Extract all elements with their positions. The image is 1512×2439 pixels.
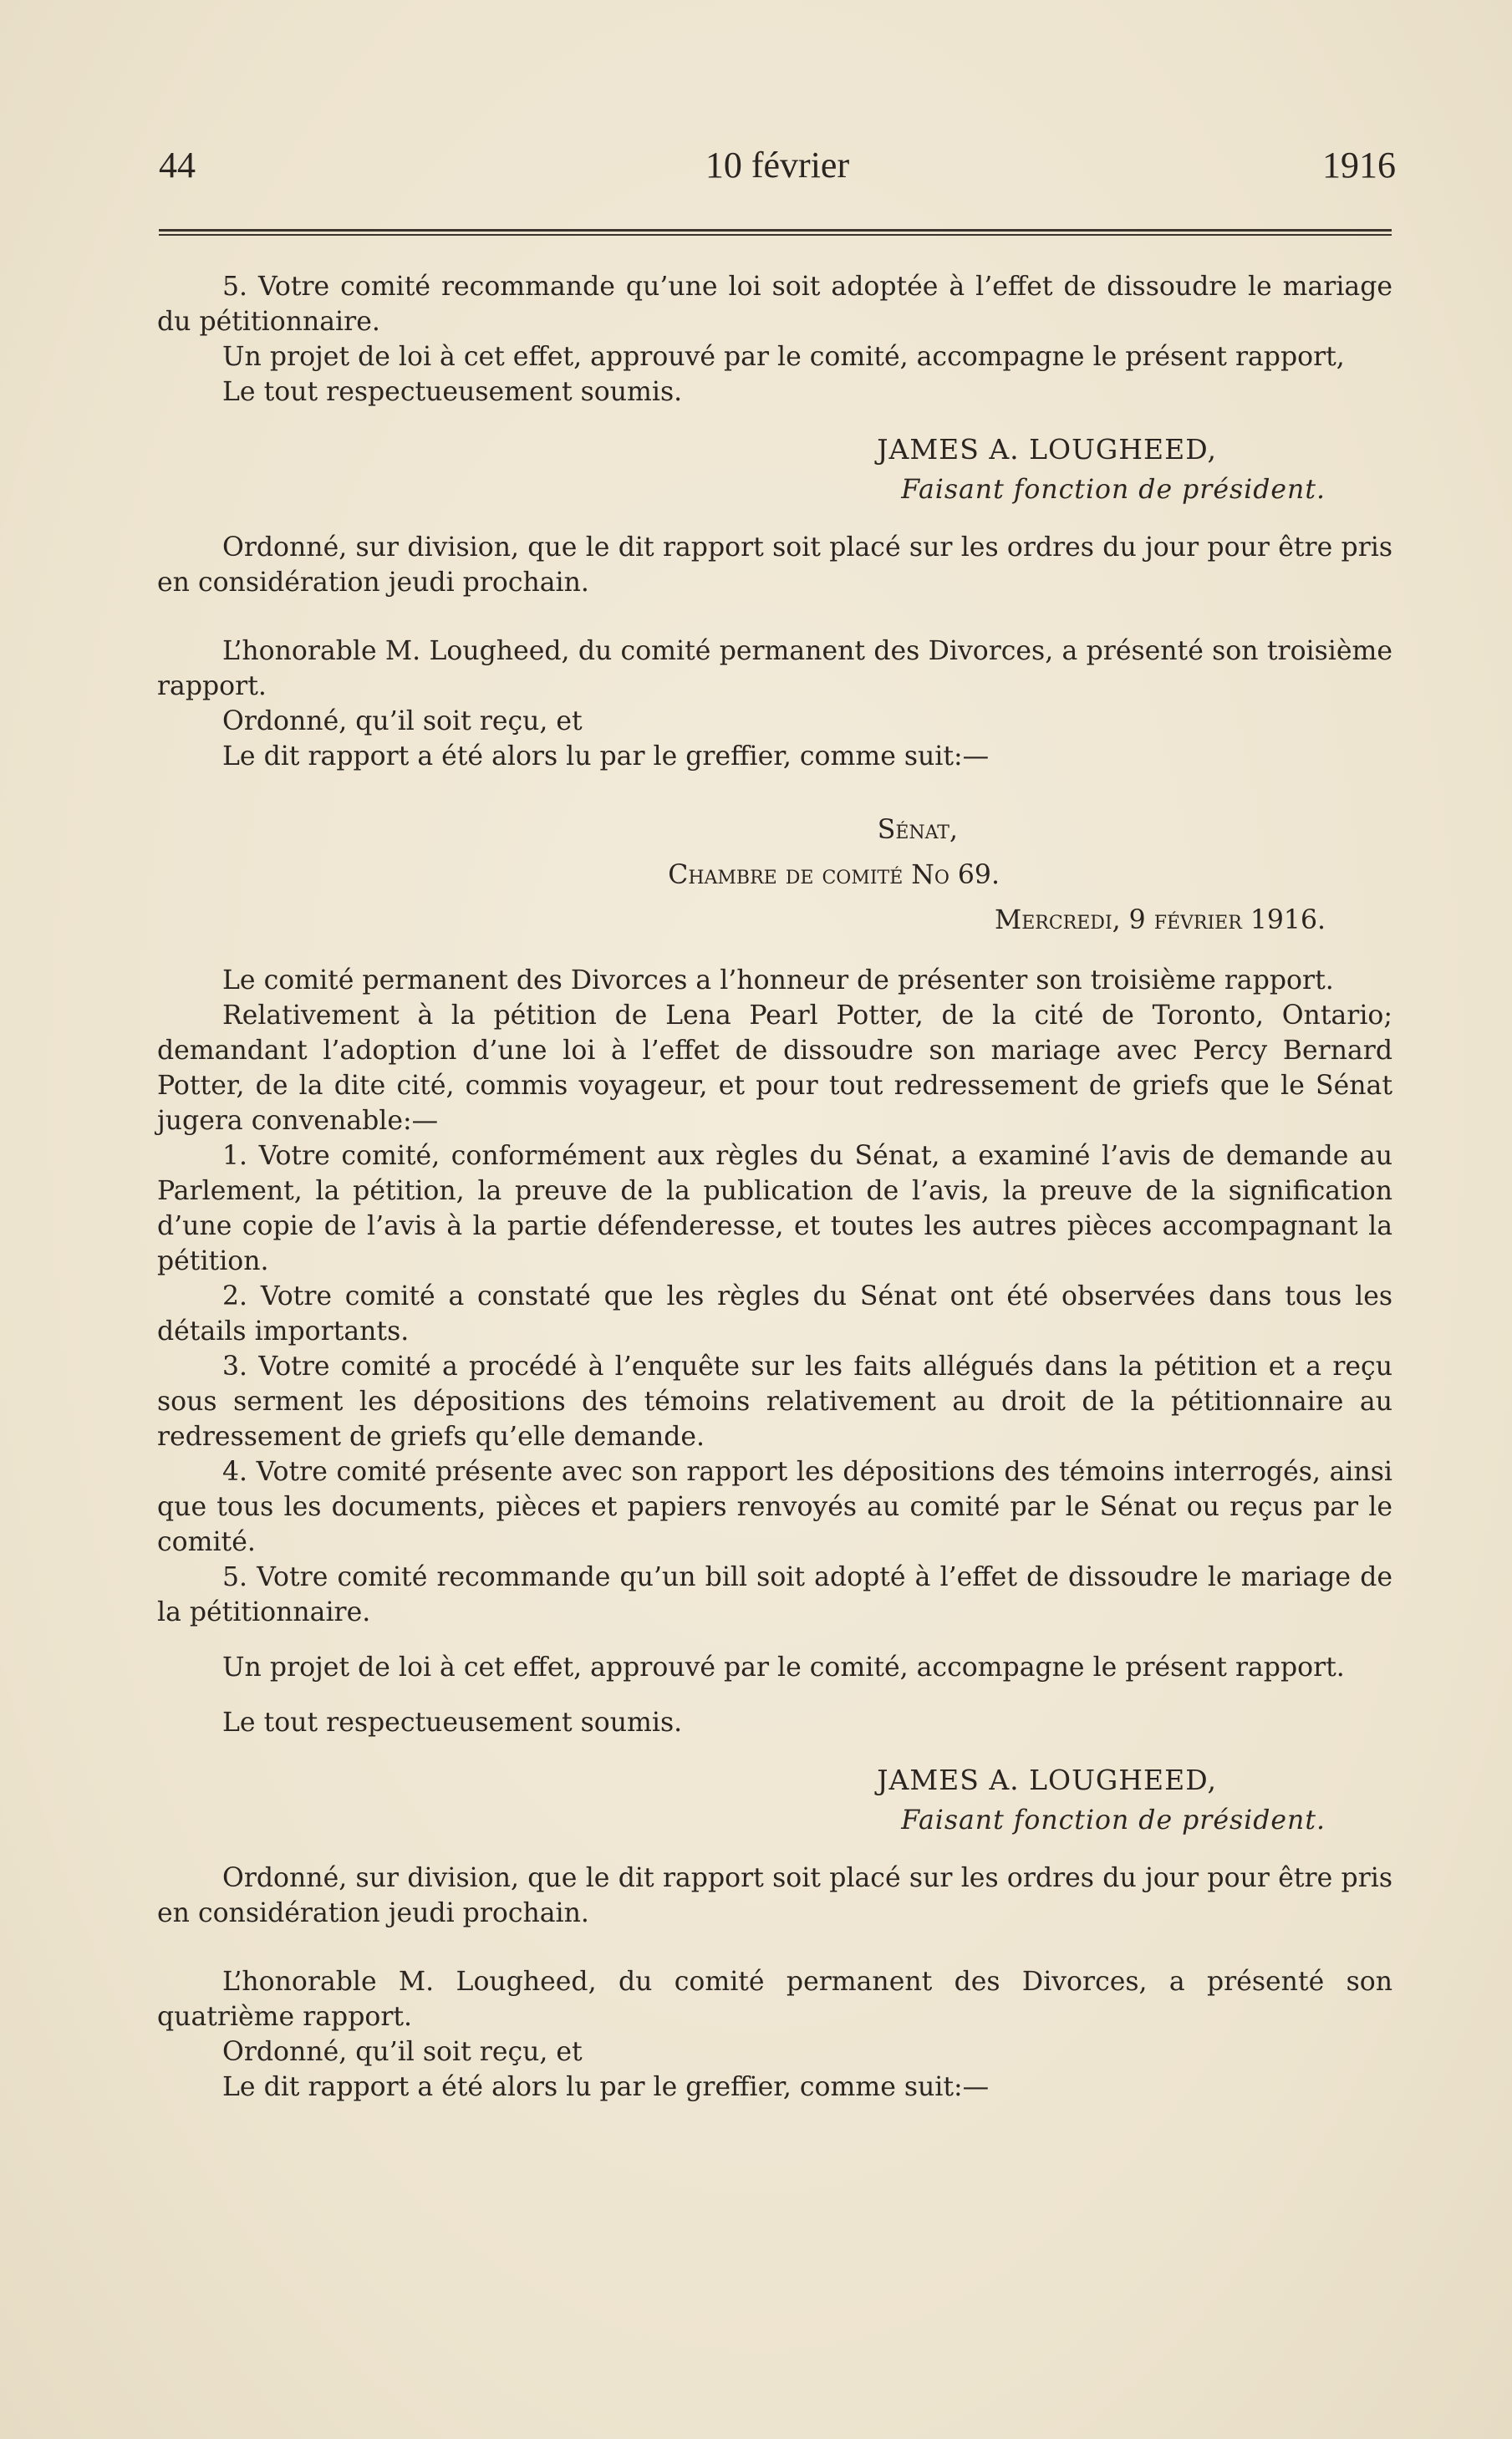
paragraph: Ordonné, qu’il soit reçu, et	[222, 706, 583, 736]
paragraph: 5. Votre comité recommande qu’un bill soit adopté à l’effet de dissoudre le mariage de la pétitionnaire.	[157, 1562, 1392, 1627]
paragraph: Le tout respectueusement soumis.	[222, 377, 683, 407]
report-heading-senat: Sénat,	[877, 815, 958, 845]
paragraph: Ordonné, qu’il soit reçu, et	[222, 2037, 583, 2067]
paragraph: Le tout respectueusement soumis.	[222, 1708, 683, 1738]
header-rule	[159, 229, 1392, 236]
signature-name: JAMES A. LOUGHEED,	[877, 433, 1217, 466]
paragraph: Ordonné, sur division, que le dit rapport soit placé sur les ordres du jour pour être pris en considération jeudi prochain.	[157, 1863, 1392, 1928]
signature-name: JAMES A. LOUGHEED,	[877, 1764, 1217, 1796]
paragraph: L’honorable M. Lougheed, du comité permanent des Divorces, a présenté son troisième rapport.	[157, 636, 1392, 701]
signature-role: Faisant fonction de président.	[901, 1805, 1326, 1836]
paragraph: Un projet de loi à cet effet, approuvé par le comité, accompagne le présent rapport,	[222, 342, 1345, 372]
paragraph: Le dit rapport a été alors lu par le greffier, comme suit:—	[222, 741, 990, 771]
header-date: 10 février	[705, 145, 850, 186]
paragraph: Un projet de loi à cet effet, approuvé par le comité, accompagne le présent rapport.	[222, 1652, 1345, 1683]
page-number: 44	[159, 145, 196, 186]
paragraph: Le dit rapport a été alors lu par le greffier, comme suit:—	[222, 2072, 990, 2102]
signature-role: Faisant fonction de président.	[901, 475, 1326, 505]
paragraph: Relativement à la pétition de Lena Pearl Potter, de la cité de Toronto, Ontario; demandant l’adoption d’une loi à l’effet de dissoudre son mariage avec Percy Bernard Potter, de la dite cité, commis voyageur, et pour tout redressement de griefs que le Sénat jugera convenable:—	[157, 1001, 1392, 1136]
paragraph: 4. Votre comité présente avec son rapport les dépositions des témoins interrogés, ainsi que tous les documents, pièces et papiers renvoyés au comité par le Sénat ou reçus par le comité.	[157, 1457, 1392, 1557]
report-heading-chambre: Chambre de comité No 69.	[668, 860, 1000, 890]
document-body	[157, 269, 1392, 2105]
paragraph: Ordonné, sur division, que le dit rapport soit placé sur les ordres du jour pour être pris en considération jeudi prochain.	[157, 532, 1392, 598]
header-year: 1916	[1322, 145, 1396, 186]
report-heading-date: Mercredi, 9 février 1916.	[994, 905, 1326, 935]
paragraph: L’honorable M. Lougheed, du comité permanent des Divorces, a présenté son quatrième rapport.	[157, 1967, 1392, 2032]
paragraph: Le comité permanent des Divorces a l’honneur de présenter son troisième rapport.	[222, 965, 1334, 995]
page-header	[159, 144, 1396, 194]
paragraph: 3. Votre comité a procédé à l’enquête sur les faits allégués dans la pétition et a reçu sous serment les dépositions des témoins relativement au droit de la pétitionnaire au redressement de griefs qu’elle demande.	[157, 1352, 1392, 1452]
paragraph: 2. Votre comité a constaté que les règles du Sénat ont été observées dans tous les détails importants.	[157, 1281, 1392, 1347]
paragraph: 1. Votre comité, conformément aux règles du Sénat, a examiné l’avis de demande au Parlement, la pétition, la preuve de la publication de l’avis, la preuve de la signification d’une copie de l’avis à la partie défenderesse, et toutes les autres pièces accompagnant la pétition.	[157, 1141, 1392, 1276]
paragraph: 5. Votre comité recommande qu’une loi soit adoptée à l’effet de dissoudre le mariage du pétitionnaire.	[157, 272, 1392, 337]
